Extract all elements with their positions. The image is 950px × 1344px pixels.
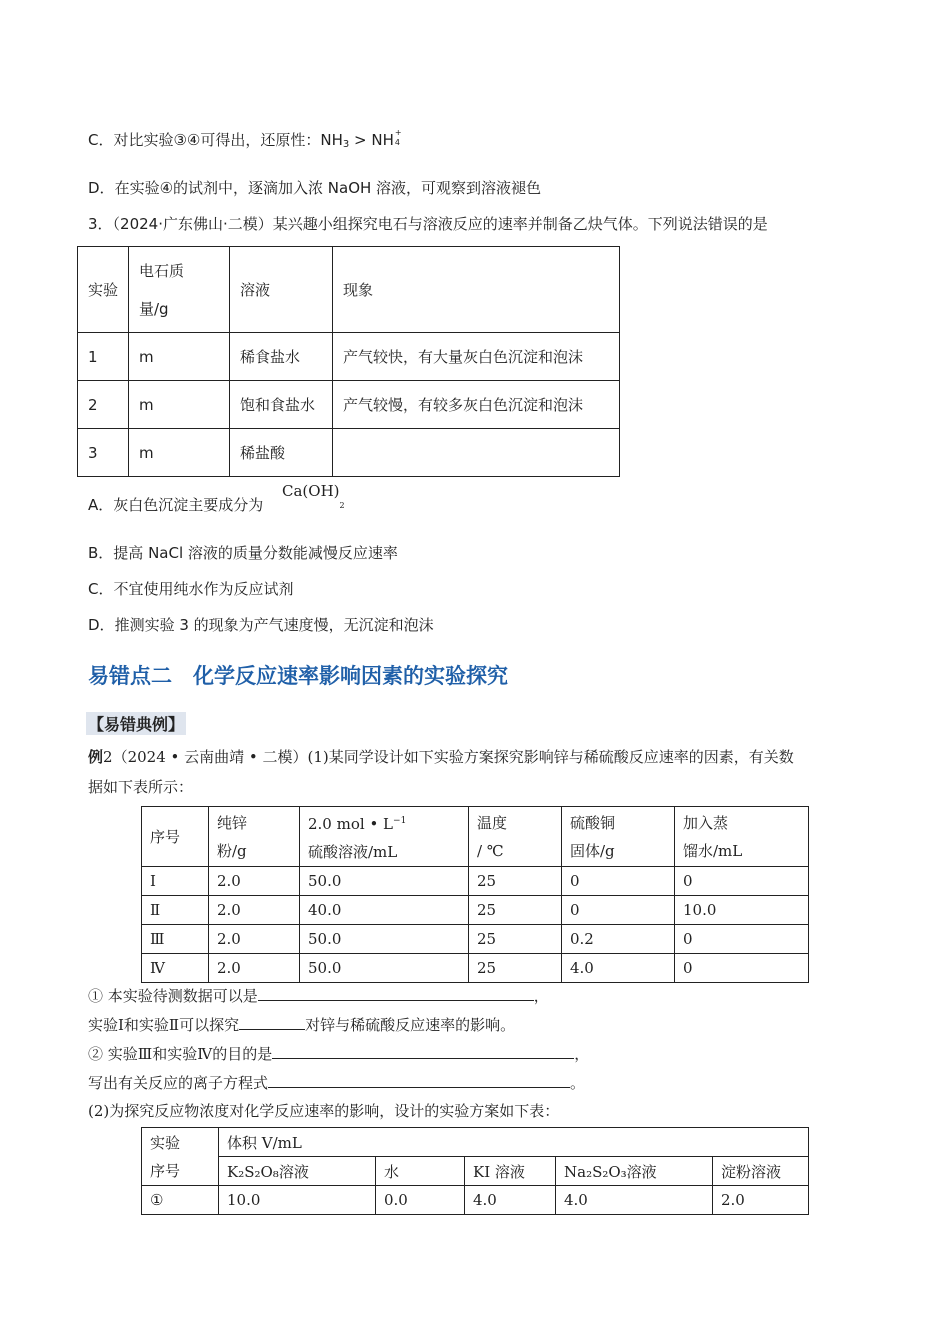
option-text: 推测实验 3 的现象为产气速度慢，无沉淀和泡沫	[114, 616, 434, 634]
header-temp: 温度 / ℃	[469, 807, 562, 867]
q3-option-a	[88, 495, 263, 515]
cell: 1	[78, 333, 129, 381]
cell: 产气较慢，有较多灰白色沉淀和泡沫	[333, 381, 620, 429]
header-zinc: 纯锌 粉/g	[209, 807, 300, 867]
option-text: 灰白色沉淀主要成分为	[113, 496, 264, 514]
cell: Ⅱ	[142, 896, 209, 925]
header-solution: 溶液	[230, 247, 333, 333]
cell: 25	[469, 896, 562, 925]
cell: 产气较快，有大量灰白色沉淀和泡沫	[333, 333, 620, 381]
cell: 25	[469, 954, 562, 983]
answer-blank[interactable]	[268, 1073, 570, 1088]
col-header: Na₂S₂O₃溶液	[556, 1157, 713, 1186]
answer-blank[interactable]	[258, 986, 534, 1001]
cell: 2.0	[713, 1186, 809, 1215]
example-heading	[88, 747, 794, 767]
formula-caoh2: $Ca(OH)_2$	[282, 482, 345, 510]
example-prefix: 例	[88, 748, 104, 766]
punct: ，	[533, 987, 549, 1005]
table-row	[142, 954, 809, 983]
question-text: ① 本实验待测数据可以是	[88, 987, 258, 1005]
cell: 0	[675, 954, 809, 983]
cell: 50.0	[300, 867, 469, 896]
example-text: （2024 • 云南曲靖 • 二模）(1)某同学设计如下实验方案探究影响锌与稀硫酸反应速率的因素，有关数	[112, 748, 794, 766]
question-text: 写出有关反应的离子方程式	[88, 1074, 269, 1092]
example-number: 2	[103, 748, 113, 766]
table-header-row	[142, 1128, 809, 1157]
cell: 10.0	[675, 896, 809, 925]
table-row	[78, 429, 620, 477]
option-text: 对比实验③④可得出，还原性：	[113, 131, 321, 149]
option-label: C．	[88, 580, 114, 598]
zinc-table	[141, 806, 809, 983]
option-text: 在实验④的试剂中，逐滴加入浓 NaOH 溶液，可观察到溶液褪色	[114, 179, 542, 197]
cell: 4.0	[562, 954, 675, 983]
cell: 10.0	[219, 1186, 376, 1215]
cell: 2.0	[209, 867, 300, 896]
table-row	[142, 896, 809, 925]
question-text: ② 实验Ⅲ和实验Ⅳ的目的是	[88, 1045, 273, 1063]
header-cuso4: 硫酸铜 固体/g	[562, 807, 675, 867]
cell: 稀食盐水	[230, 333, 333, 381]
example-text-2: 据如下表所示：	[88, 778, 194, 796]
formula-nh3: $NH_3$	[320, 131, 350, 150]
cell: 40.0	[300, 896, 469, 925]
q3-option-d	[88, 615, 434, 635]
q3-option-c	[88, 579, 294, 599]
q2-option-d	[88, 178, 541, 198]
option-label: D．	[88, 616, 115, 634]
concentration-table	[141, 1127, 809, 1215]
cell: Ⅰ	[142, 867, 209, 896]
section-title: 易错点二 化学反应速率影响因素的实验探究	[88, 664, 508, 688]
q3-table	[77, 246, 620, 477]
option-text: 不宜使用纯水作为反应试剂	[113, 580, 294, 598]
col-header: 淀粉溶液	[713, 1157, 809, 1186]
cell: 4.0	[556, 1186, 713, 1215]
col-header: KI 溶液	[465, 1157, 556, 1186]
question-text: 对锌与稀硫酸反应速率的影响。	[305, 1016, 516, 1034]
punct: 。	[570, 1074, 586, 1092]
cell: 2	[78, 381, 129, 429]
col-header: K₂S₂O₈溶液	[219, 1157, 376, 1186]
cell: 0	[675, 867, 809, 896]
q2-option-c	[88, 130, 400, 155]
q3-stem: 3．（2024·广东佛山·二模）某兴趣小组探究电石与溶液反应的速率并制备乙炔气体。下列说法错误的是	[88, 215, 768, 233]
cell: m	[129, 429, 230, 477]
cell: 50.0	[300, 925, 469, 954]
cell: 2.0	[209, 954, 300, 983]
q3-option-b	[88, 543, 398, 563]
cell	[333, 429, 620, 477]
greater-than: >	[349, 131, 372, 149]
cell: 0.2	[562, 925, 675, 954]
table-header-row	[78, 247, 620, 333]
formula-nh4: NH + 4	[371, 128, 402, 149]
punct: ，	[574, 1045, 590, 1063]
option-text: 提高 NaCl 溶液的质量分数能减慢反应速率	[113, 544, 398, 562]
cell: 0	[675, 925, 809, 954]
cell: 25	[469, 867, 562, 896]
question-text: 实验Ⅰ和实验Ⅱ可以探究	[88, 1016, 240, 1034]
cell: m	[129, 381, 230, 429]
cell: 饱和食盐水	[230, 381, 333, 429]
cell: 0	[562, 867, 675, 896]
cell: 4.0	[465, 1186, 556, 1215]
cell: 50.0	[300, 954, 469, 983]
table-header-row	[142, 807, 809, 867]
cell: Ⅳ	[142, 954, 209, 983]
header-mass: 电石质 量/g	[129, 247, 230, 333]
cell: 2.0	[209, 925, 300, 954]
part-2-text: (2)为探究反应物浓度对化学反应速率的影响，设计的实验方案如下表：	[88, 1102, 560, 1120]
header-exp: 实验	[78, 247, 129, 333]
cell: Ⅲ	[142, 925, 209, 954]
cell: 稀盐酸	[230, 429, 333, 477]
cell: m	[129, 333, 230, 381]
table-header-row	[142, 1157, 809, 1186]
col-header: 水	[376, 1157, 465, 1186]
cell: 0	[562, 896, 675, 925]
option-label: B．	[88, 544, 114, 562]
cell: 0.0	[376, 1186, 465, 1215]
question-1b	[88, 1015, 515, 1035]
header-water: 加入蒸 馏水/mL	[675, 807, 809, 867]
header-acid: 2.0 mol • $L^{-1}$ 硫酸溶液/mL	[300, 807, 469, 867]
table-row	[142, 867, 809, 896]
question-2b	[88, 1073, 585, 1093]
cell: 3	[78, 429, 129, 477]
header-volume: 体积 V/mL	[219, 1128, 809, 1157]
table-row	[78, 333, 620, 381]
table-row	[142, 925, 809, 954]
header-phenomenon: 现象	[333, 247, 620, 333]
table-row	[142, 1186, 809, 1215]
table-row	[78, 381, 620, 429]
cell: 2.0	[209, 896, 300, 925]
question-1a	[88, 986, 549, 1006]
question-2a	[88, 1044, 589, 1064]
cell: 25	[469, 925, 562, 954]
header-exp-no: 实验 序号	[142, 1128, 219, 1186]
option-label: A．	[88, 496, 114, 514]
option-label: D．	[88, 179, 115, 197]
cell: ①	[142, 1186, 219, 1215]
option-label: C．	[88, 131, 114, 149]
typical-example-label: 【易错典例】	[86, 712, 186, 735]
answer-blank[interactable]	[272, 1044, 574, 1059]
header-no: 序号	[142, 807, 209, 867]
answer-blank[interactable]	[239, 1015, 305, 1030]
